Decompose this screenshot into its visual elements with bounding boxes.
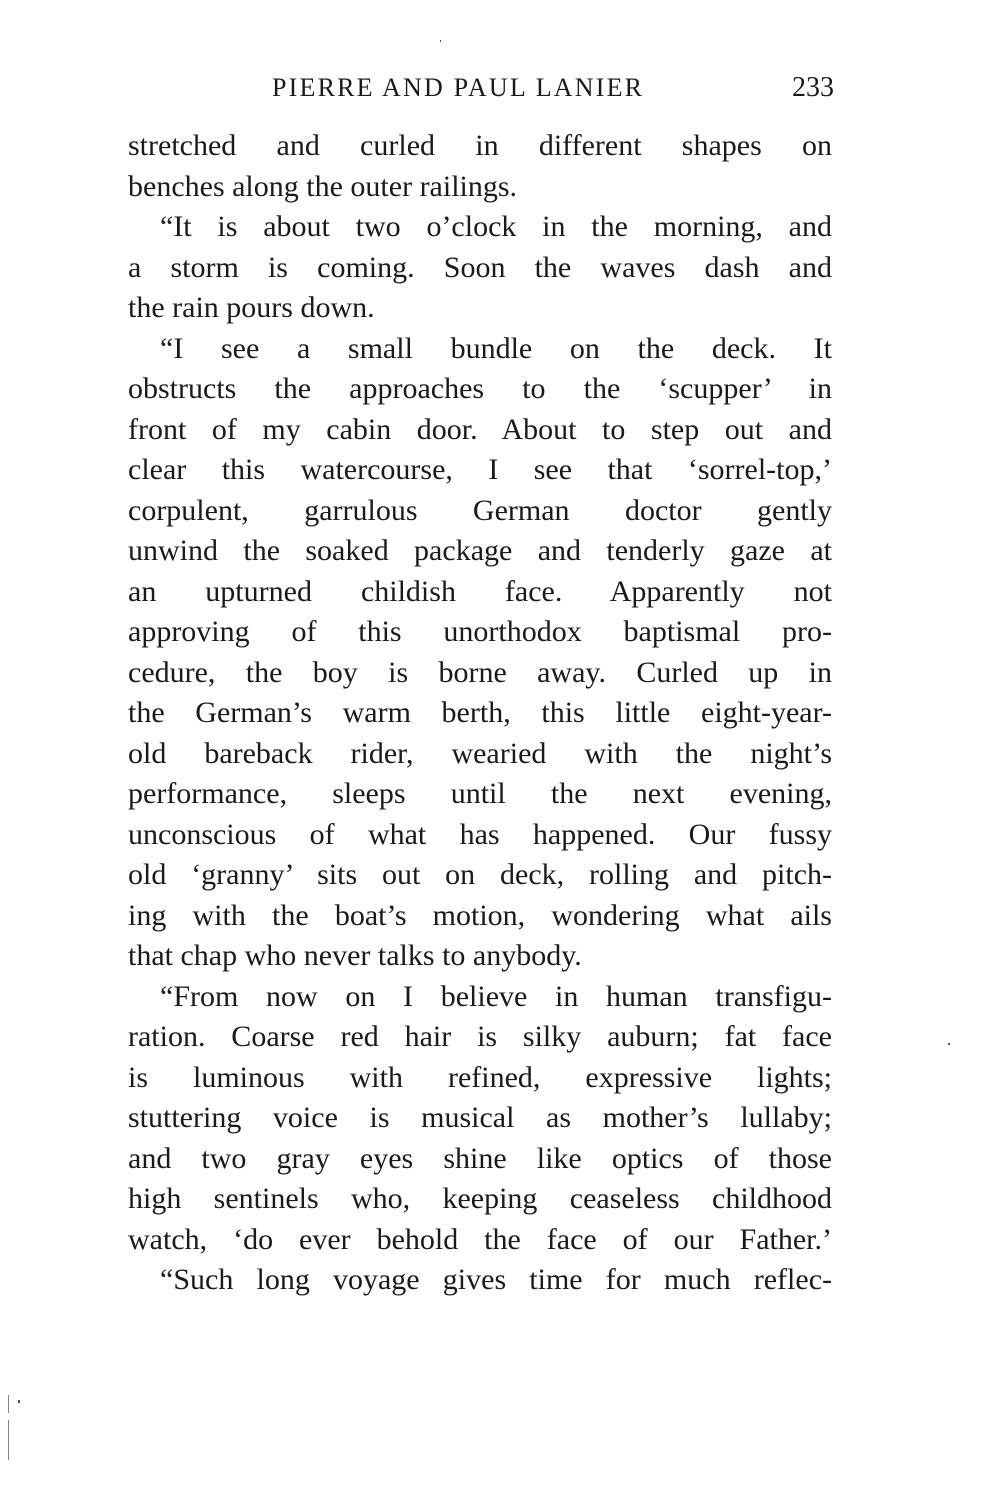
text-line: performance, sleeps until the next evening, [128,777,832,810]
text-line: a storm is coming. Soon the waves dash and [128,250,832,284]
text-line: is luminous with refined, expressive lights; [128,1060,832,1094]
text-line: front of my cabin door. About to step out and [128,412,832,446]
body-text [128,126,832,1301]
text-line: that chap who never talks to anybody. [128,939,582,972]
scan-speck [18,1400,20,1403]
text-line: “It is about two o’clock in the morning, and [160,210,832,243]
text-line: cedure, the boy is borne away. Curled up in [128,655,832,689]
running-title: PIERRE AND PAUL LANIER [272,73,645,102]
text-line: watch, ‘do ever behold the face of our Father.’ [128,1222,832,1256]
text-line: benches along the outer railings. [128,169,518,203]
scan-speck [440,40,441,42]
page-number: 233 [792,72,834,103]
text-line: unwind the soaked package and tenderly gaze at [128,534,832,567]
text-line: “Such long voyage gives time for much reflec- [160,1263,832,1296]
text-line: ration. Coarse red hair is silky auburn; fat face [128,1020,832,1053]
text-line: stuttering voice is musical as mother’s lullaby; [128,1101,832,1134]
text-line: stretched and curled in different shapes on [128,129,832,162]
text-line: high sentinels who, keeping ceaseless childhood [128,1182,832,1215]
text-line: ing with the boat’s motion, wondering what ails [128,898,832,932]
scan-edge-mark [8,1420,9,1460]
scan-speck [948,1043,950,1045]
text-line: and two gray eyes shine like optics of those [128,1141,832,1175]
text-line: clear this watercourse, I see that ‘sorrel-top,’ [128,453,832,486]
text-line: the rain pours down. [128,291,375,324]
text-line: corpulent, garrulous German doctor gently [128,493,832,527]
text-line: an upturned childish face. Apparently not [128,574,832,608]
running-head [128,68,834,108]
text-line: approving of this unorthodox baptismal pro- [128,615,832,648]
text-line: unconscious of what has happened. Our fussy [128,817,832,851]
text-line: old ‘granny’ sits out on deck, rolling and pitch- [128,858,832,891]
text-line: “From now on I believe in human transfigu- [160,979,832,1013]
scan-edge-mark [8,1395,9,1413]
text-line: old bareback rider, wearied with the night’s [128,736,832,770]
text-line: obstructs the approaches to the ‘scupper’ in [128,372,832,405]
text-line: the German’s warm berth, this little eight-year- [128,696,832,729]
text-line: “I see a small bundle on the deck. It [160,331,832,365]
